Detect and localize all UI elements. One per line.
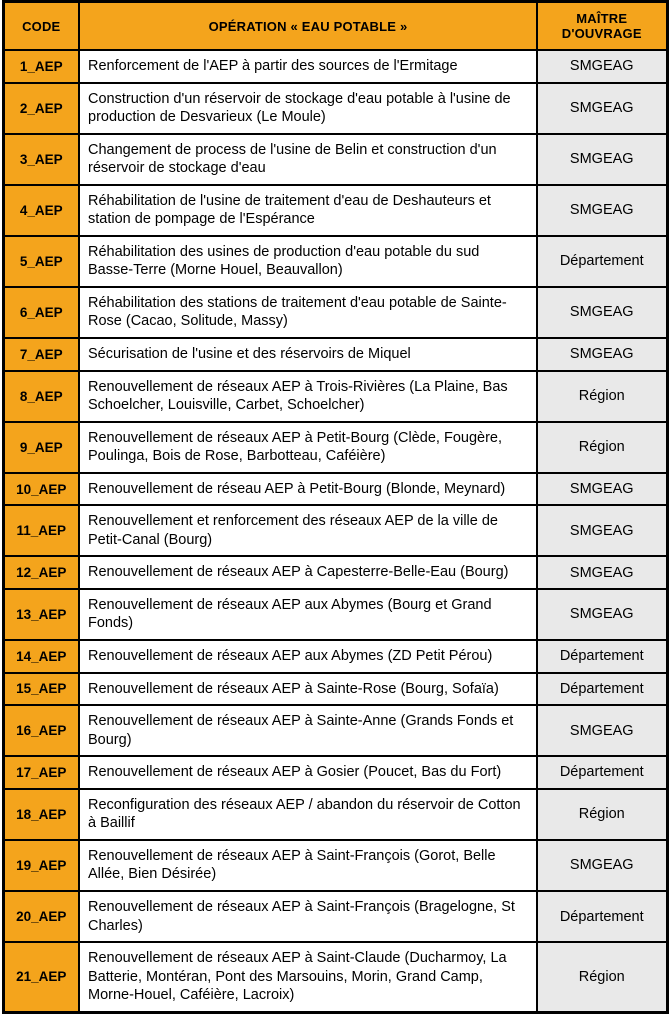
cell-operation: Renouvellement et renforcement des réseaux AEP de la ville de Petit-Canal (Bourg) [79,505,537,556]
table-row [3,371,667,422]
cell-owner: SMGEAG [537,287,667,338]
cell-code: 4_AEP [3,185,79,236]
cell-owner: SMGEAG [537,705,667,756]
cell-operation: Renouvellement de réseaux AEP aux Abymes (Bourg et Grand Fonds) [79,589,537,640]
cell-operation: Renouvellement de réseaux AEP à Saint-Claude (Ducharmoy, La Batterie, Montéran, Pont des Marsouins, Morin, Grand Camp, Morne-Houel, Caféière, Lacroix) [79,942,537,1012]
column-header-maitre-douvrage: MAÎTRE D'OUVRAGE [537,2,667,51]
table-row [3,640,667,673]
cell-code: 16_AEP [3,705,79,756]
cell-code: 2_AEP [3,83,79,134]
cell-owner: SMGEAG [537,556,667,589]
cell-code: 7_AEP [3,338,79,371]
cell-operation: Renforcement de l'AEP à partir des sources de l'Ermitage [79,50,537,83]
cell-owner: SMGEAG [537,185,667,236]
cell-owner: SMGEAG [537,83,667,134]
cell-owner: SMGEAG [537,338,667,371]
cell-operation: Renouvellement de réseaux AEP à Capesterre-Belle-Eau (Bourg) [79,556,537,589]
cell-owner: Région [537,942,667,1012]
table-row [3,891,667,942]
cell-owner: Département [537,891,667,942]
cell-code: 13_AEP [3,589,79,640]
cell-code: 21_AEP [3,942,79,1012]
cell-owner: Région [537,422,667,473]
cell-code: 17_AEP [3,756,79,789]
cell-operation: Construction d'un réservoir de stockage d'eau potable à l'usine de production de Desvarieux (Le Moule) [79,83,537,134]
cell-code: 19_AEP [3,840,79,891]
cell-operation: Changement de process de l'usine de Belin et construction d'un réservoir de stockage d'eau [79,134,537,185]
cell-code: 8_AEP [3,371,79,422]
cell-owner: Département [537,236,667,287]
cell-operation: Renouvellement de réseaux AEP à Gosier (Poucet, Bas du Fort) [79,756,537,789]
cell-operation: Réhabilitation de l'usine de traitement d'eau de Deshauteurs et station de pompage de l'Espérance [79,185,537,236]
table-row [3,673,667,706]
table-row [3,705,667,756]
table-row [3,338,667,371]
cell-code: 18_AEP [3,789,79,840]
cell-operation: Renouvellement de réseaux AEP à Saint-François (Bragelogne, St Charles) [79,891,537,942]
table-row [3,134,667,185]
cell-code: 3_AEP [3,134,79,185]
cell-owner: Département [537,640,667,673]
table-row [3,756,667,789]
cell-operation: Renouvellement de réseaux AEP à Sainte-Anne (Grands Fonds et Bourg) [79,705,537,756]
cell-code: 12_AEP [3,556,79,589]
cell-operation: Réhabilitation des usines de production d'eau potable du sud Basse-Terre (Morne Houel, Beauvallon) [79,236,537,287]
cell-owner: SMGEAG [537,134,667,185]
table-row [3,840,667,891]
cell-operation: Renouvellement de réseaux AEP à Petit-Bourg (Clède, Fougère, Poulinga, Bois de Rose, Barbotteau, Caféière) [79,422,537,473]
table-row [3,789,667,840]
cell-owner: SMGEAG [537,589,667,640]
cell-owner: Région [537,371,667,422]
table-header-row [3,2,667,51]
cell-operation: Renouvellement de réseaux AEP à Sainte-Rose (Bourg, Sofaïa) [79,673,537,706]
cell-operation: Renouvellement de réseaux AEP à Trois-Rivières (La Plaine, Bas Schoelcher, Louisville, Carbet, Schoelcher) [79,371,537,422]
table-row [3,83,667,134]
cell-operation: Renouvellement de réseaux AEP aux Abymes (ZD Petit Pérou) [79,640,537,673]
table-row [3,185,667,236]
cell-owner: SMGEAG [537,50,667,83]
cell-operation: Sécurisation de l'usine et des réservoirs de Miquel [79,338,537,371]
column-header-code: CODE [3,2,79,51]
table-row [3,589,667,640]
cell-owner: Département [537,673,667,706]
table-row [3,236,667,287]
cell-code: 11_AEP [3,505,79,556]
cell-code: 14_AEP [3,640,79,673]
cell-operation: Renouvellement de réseau AEP à Petit-Bourg (Blonde, Meynard) [79,473,537,506]
table-row [3,942,667,1012]
cell-code: 6_AEP [3,287,79,338]
table-row [3,556,667,589]
cell-owner: SMGEAG [537,473,667,506]
cell-operation: Réhabilitation des stations de traitement d'eau potable de Sainte-Rose (Cacao, Solitude, Massy) [79,287,537,338]
table-row [3,422,667,473]
column-header-operation: OPÉRATION « EAU POTABLE » [79,2,537,51]
table-row [3,473,667,506]
cell-owner: Région [537,789,667,840]
cell-code: 1_AEP [3,50,79,83]
cell-code: 20_AEP [3,891,79,942]
cell-code: 15_AEP [3,673,79,706]
cell-operation: Reconfiguration des réseaux AEP / abandon du réservoir de Cotton à Baillif [79,789,537,840]
cell-code: 5_AEP [3,236,79,287]
table-row [3,287,667,338]
cell-operation: Renouvellement de réseaux AEP à Saint-François (Gorot, Belle Allée, Bien Désirée) [79,840,537,891]
cell-owner: SMGEAG [537,505,667,556]
table-row [3,505,667,556]
operations-table [2,0,669,1014]
table-row [3,50,667,83]
cell-owner: Département [537,756,667,789]
cell-code: 10_AEP [3,473,79,506]
cell-code: 9_AEP [3,422,79,473]
cell-owner: SMGEAG [537,840,667,891]
